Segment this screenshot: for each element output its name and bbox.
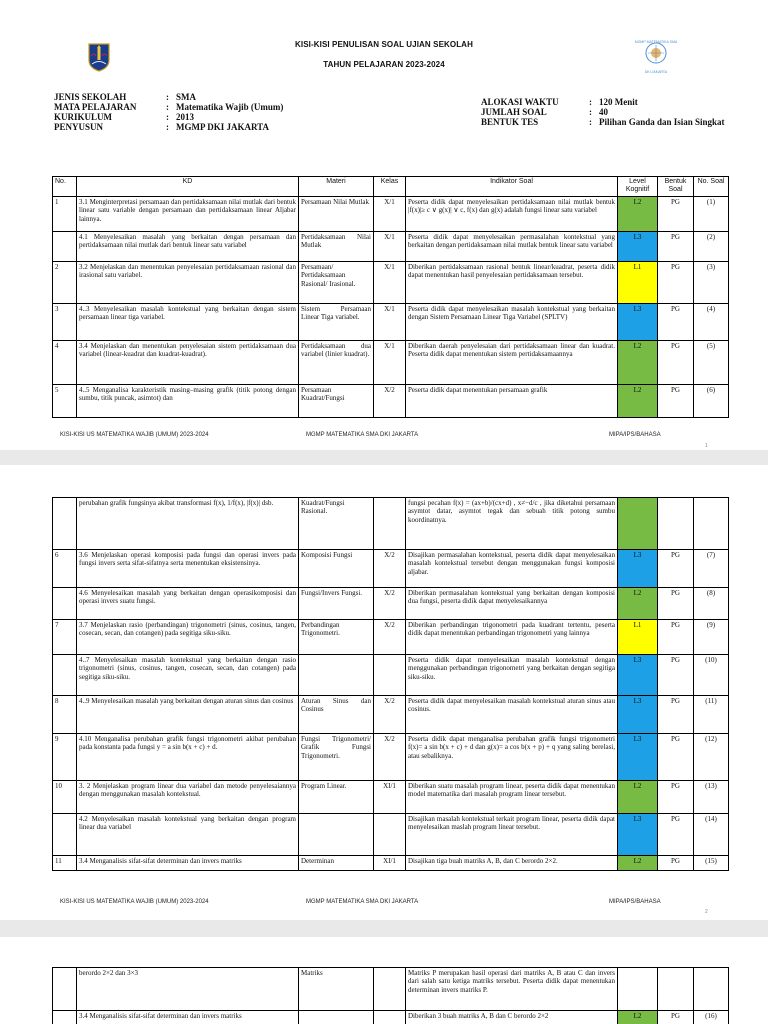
table-row (53, 304, 729, 341)
bentuk-cell: PG (658, 620, 694, 655)
kelas-cell: X/2 (374, 734, 406, 781)
table-row (53, 968, 729, 1011)
footer-center: MGMP MATEMATIKA SMA DKI JAKARTA (306, 432, 419, 438)
level-cell (618, 968, 658, 1011)
table-row (53, 781, 729, 814)
indikator-cell: Disajikan tiga buah matriks A, B, dan C berordo 2×2. (406, 856, 618, 871)
indikator-cell: Diberikan permasalahan kontekstual yang berkaitan dengan komposisi dua fungsi, peserta didik dapat menyelesaikannya (406, 588, 618, 620)
kd-cell: 3.6 Menjelaskan operasi komposisi pada fungsi dan operasi invers pada fungsi invers serta sifat-sifatnya serta menentukan eksistensinya. (77, 550, 299, 588)
indikator-cell: Peserta didik dapat menyelesaikan permasalahan kontekstual yang berkaitan dengan pertidaksamaan nilai mutlak bentuk linear satu variabel (406, 232, 618, 262)
footer-center-p2: MGMP MATEMATIKA SMA DKI JAKARTA (306, 899, 419, 905)
bentuk-cell: PG (658, 696, 694, 734)
level-cell: L2 (618, 385, 658, 418)
bentuk-cell: PG (658, 385, 694, 418)
info-row-question-count: JUMLAH SOAL : 40 (481, 107, 608, 117)
nosoal-cell: (11) (694, 696, 729, 734)
row-number: 8 (53, 696, 77, 734)
row-number: 7 (53, 620, 77, 655)
kelas-cell: XI/1 (374, 781, 406, 814)
kelas-cell: X/1 (374, 262, 406, 304)
level-cell: L2 (618, 1011, 658, 1024)
kelas-cell: X/2 (374, 696, 406, 734)
document-page-2 (0, 465, 768, 920)
level-cell: L2 (618, 341, 658, 385)
materi-cell: Kuadrat/Fungsi Rasional. (299, 498, 374, 550)
bentuk-cell (658, 498, 694, 550)
row-number: 2 (53, 262, 77, 304)
kd-cell: perubahan grafik fungsinya akibat transformasi f(x), 1/f(x), |f(x)| dsb. (77, 498, 299, 550)
row-number (53, 498, 77, 550)
column-header-no: No. (53, 177, 77, 197)
materi-cell (299, 655, 374, 696)
table-row (53, 734, 729, 781)
nosoal-cell: (14) (694, 814, 729, 856)
kisi-table-page-1 (52, 176, 729, 418)
document-page-1 (0, 0, 768, 450)
bentuk-cell: PG (658, 550, 694, 588)
materi-cell: Pertidaksamaan dua variabel (linier kuadrat). (299, 341, 374, 385)
kd-cell: 4.1 Menyelesaikan masalah yang berkaitan dengan persamaan dan pertidaksamaan nilai mutlak dari bentuk linear satu variabel (77, 232, 299, 262)
kelas-cell: X/1 (374, 197, 406, 232)
column-header-kelas: Kelas (374, 177, 406, 197)
info-row-author: PENYUSUN : MGMP DKI JAKARTA (54, 122, 270, 132)
indikator-cell: Peserta didik dapat menyelesaikan pertidaksamaan nilai mutlak bentuk |f(x)|≥ c ∨ g(x)| ∨ c, f(x) dan g(x) adalah fungsi linear satu variabel (406, 197, 618, 232)
kelas-cell: X/2 (374, 588, 406, 620)
nosoal-cell: (15) (694, 856, 729, 871)
nosoal-cell: (4) (694, 304, 729, 341)
row-number: 1 (53, 197, 77, 232)
kd-cell: 3.4 Menjelaskan dan menentukan penyelesaian sistem pertidaksamaan dua variabel (linear-kuadrat dan kuadrat-kuadrat). (77, 341, 299, 385)
materi-cell: Komposisi Fungsi (299, 550, 374, 588)
bentuk-cell: PG (658, 304, 694, 341)
materi-cell: Determinan (299, 856, 374, 871)
materi-cell: Aturan Sinus dan Cosinus (299, 696, 374, 734)
kelas-cell (374, 814, 406, 856)
nosoal-cell (694, 498, 729, 550)
kd-cell: 3.4 Menganalisis sifat-sifat determinan dan invers matriks (77, 1011, 299, 1024)
table-row (53, 814, 729, 856)
kelas-cell (374, 1011, 406, 1024)
kd-cell: berordo 2×2 dan 3×3 (77, 968, 299, 1011)
kelas-cell: X/1 (374, 304, 406, 341)
row-number (53, 968, 77, 1011)
page-number-2: 2 (705, 909, 708, 915)
level-cell: L3 (618, 696, 658, 734)
info-row-test-form: BENTUK TES : Pilihan Ganda dan Isian Singkat (481, 117, 725, 127)
table-row (53, 341, 729, 385)
kd-cell: 4.10 Menganalisa perubahan grafik fungsi trigonometri akibat perubahan pada konstanta pada fungsi y = a sin b(x + c) + d. (77, 734, 299, 781)
indikator-cell: fungsi pecahan f(x) = (ax+b)/(cx+d) , x≠−d/c , jika diketahui persamaan asymtot datar, asymtot tegak dan sebuah titik potong sumbu koordinatnya. (406, 498, 618, 550)
nosoal-cell: (10) (694, 655, 729, 696)
materi-cell: Persamaan Nilai Mutlak (299, 197, 374, 232)
kd-cell: 3.7 Menjelaskan rasio (perbandingan) trigonometri (sinus, cosinus, tangen, cosecan, secan, dan cotangen) pada segitiga siku-siku. (77, 620, 299, 655)
footer-left-p2: KISI-KISI US MATEMATIKA WAJIB (UMUM) 2023-2024 (60, 899, 209, 905)
materi-cell: Persamaan Kuadrat/Fungsi (299, 385, 374, 418)
indikator-cell: Diberikan perbandingan trigonometri pada kuadrant tertentu, peserta didik dapat menentukan perbandingan trigonometri yang lainnya (406, 620, 618, 655)
bentuk-cell (658, 968, 694, 1011)
indikator-cell: Peserta didik dapat menentukan persamaan grafik (406, 385, 618, 418)
kd-cell: 4.2 Menyelesaikan masalah kontekstual yang berkaitan dengan program linear dua variabel (77, 814, 299, 856)
materi-cell: Matriks (299, 968, 374, 1011)
row-number: 10 (53, 781, 77, 814)
kelas-cell: X/2 (374, 620, 406, 655)
bentuk-cell: PG (658, 588, 694, 620)
nosoal-cell: (12) (694, 734, 729, 781)
kd-cell: 4.6 Menyelesaikan masalah yang berkaitan dengan operasikomposisi dan operasi invers suatu fungsi. (77, 588, 299, 620)
nosoal-cell: (8) (694, 588, 729, 620)
info-block-right (481, 97, 725, 127)
table-row (53, 655, 729, 696)
footer-left: KISI-KISI US MATEMATIKA WAJIB (UMUM) 2023-2024 (60, 432, 209, 438)
row-number: 6 (53, 550, 77, 588)
bentuk-cell: PG (658, 232, 694, 262)
bentuk-cell: PG (658, 197, 694, 232)
column-header-materi: Materi (299, 177, 374, 197)
indikator-cell: Matriks P merupakan hasil operasi dari matriks A, B atau C dan invers dari salah satu ketiga matriks tersebut. Peserta didik dapat menentukan determinan invers matriks P. (406, 968, 618, 1011)
mgmp-logo-text-top: MGMP MATEMATIKA SMA (634, 40, 678, 44)
indikator-cell: Diberikan 3 buah matriks A, B dan C berordo 2×2 (406, 1011, 618, 1024)
indikator-cell: Peserta didik dapat menyelesaikan masalah kontekstual yang berkaitan dengan Sistem Persamaan Linear Tiga Variabel (SPLTV) (406, 304, 618, 341)
row-number (53, 655, 77, 696)
table-row (53, 1011, 729, 1024)
kelas-cell: X/1 (374, 341, 406, 385)
nosoal-cell: (13) (694, 781, 729, 814)
table-row (53, 232, 729, 262)
level-cell: L2 (618, 856, 658, 871)
kd-cell: 4..7 Menyelesaikan masalah kontekstual yang berkaitan dengan rasio trigonometri (sinus, cosinus, tangen, cosecan, secan, dan cotangen) pada segitiga siku-siku. (77, 655, 299, 696)
level-cell: L3 (618, 550, 658, 588)
level-cell: L3 (618, 734, 658, 781)
info-row-time: ALOKASI WAKTU : 120 Menit (481, 97, 638, 107)
indikator-cell: Diberikan daerah penyelesaian dari pertidaksamaan linear dan kuadrat. Peserta didik dapat menentukan sistem pertidaksamaannya (406, 341, 618, 385)
mgmp-logo-icon (638, 40, 674, 74)
materi-cell: Program Linear. (299, 781, 374, 814)
nosoal-cell: (7) (694, 550, 729, 588)
kelas-cell (374, 498, 406, 550)
table-row (53, 588, 729, 620)
bentuk-cell: PG (658, 1011, 694, 1024)
row-number (53, 588, 77, 620)
info-row-school: JENIS SEKOLAH : SMA (54, 92, 196, 102)
kelas-cell: X/2 (374, 385, 406, 418)
kelas-cell (374, 655, 406, 696)
column-header-nosoal: No. Soal (694, 177, 729, 197)
table-row (53, 620, 729, 655)
materi-cell (299, 814, 374, 856)
nosoal-cell: (2) (694, 232, 729, 262)
bentuk-cell: PG (658, 262, 694, 304)
footer-right-p2: MIPA/IPS/BAHASA (609, 899, 661, 905)
info-row-subject: MATA PELAJARAN : Matematika Wajib (Umum) (54, 102, 284, 112)
kd-cell: 4..5 Menganalisa karakteristik masing–masing grafik (titik potong dengan sumbu, titik puncak, asimtot) dan (77, 385, 299, 418)
row-number: 3 (53, 304, 77, 341)
row-number: 4 (53, 341, 77, 385)
materi-cell: Sistem Persamaan Linear Tiga variabel. (299, 304, 374, 341)
page-number-1: 1 (705, 443, 708, 449)
materi-cell: Persamaan/ Pertidaksamaan Rasional/ Irasional. (299, 262, 374, 304)
table-row (53, 197, 729, 232)
footer-right: MIPA/IPS/BAHASA (609, 432, 661, 438)
materi-cell: Perbandingan Trigonometri. (299, 620, 374, 655)
document-title: KISI-KISI PENULISAN SOAL UJIAN SEKOLAH (295, 40, 473, 49)
level-cell: L1 (618, 262, 658, 304)
materi-cell: Fungsi Trigonometri/ Grafik Fungsi Trigonometri. (299, 734, 374, 781)
kisi-table-page-2 (52, 497, 729, 871)
row-number: 11 (53, 856, 77, 871)
level-cell: L3 (618, 304, 658, 341)
row-number (53, 814, 77, 856)
nosoal-cell: (1) (694, 197, 729, 232)
level-cell: L2 (618, 197, 658, 232)
level-cell (618, 498, 658, 550)
bentuk-cell: PG (658, 814, 694, 856)
bentuk-cell: PG (658, 655, 694, 696)
info-row-curriculum: KURIKULUM : 2013 (54, 112, 194, 122)
nosoal-cell: (16) (694, 1011, 729, 1024)
nosoal-cell: (9) (694, 620, 729, 655)
table-row (53, 856, 729, 871)
nosoal-cell: (5) (694, 341, 729, 385)
level-cell: L2 (618, 588, 658, 620)
indikator-cell: Diberikan suatu masalah program linear, peserta didik dapat menentukan model matematika dari masalah program linear tersebut. (406, 781, 618, 814)
materi-cell: Pertidaksamaan Nilai Mutlak (299, 232, 374, 262)
level-cell: L3 (618, 655, 658, 696)
nosoal-cell: (3) (694, 262, 729, 304)
kelas-cell (374, 968, 406, 1011)
table-row (53, 498, 729, 550)
row-number (53, 1011, 77, 1024)
nosoal-cell: (6) (694, 385, 729, 418)
table-row (53, 696, 729, 734)
column-header-kd: KD (77, 177, 299, 197)
bentuk-cell: PG (658, 341, 694, 385)
indikator-cell: Disajikan permasalahan kontekstual, peserta didik dapat menyelesaikan masalah kontekstual tersebut dengan menggunakan fungsi komposisi aljabar. (406, 550, 618, 588)
table-header-row (53, 177, 729, 197)
materi-cell (299, 1011, 374, 1024)
kd-cell: 3.2 Menjelaskan dan menentukan penyelesaian pertidaksamaan rasional dan irasional satu variabel. (77, 262, 299, 304)
kd-cell: 4..3 Menyelesaikan masalah kontekstual yang berkaitan dengan sistem persamaan linear tiga variabel. (77, 304, 299, 341)
indikator-cell: Diberikan pertidaksamaan rasional bentuk linear/kuadrat, peserta didik dapat menentukan hasil penyelesaian pertidaksamaan tersebut. (406, 262, 618, 304)
kelas-cell: X/1 (374, 232, 406, 262)
nosoal-cell (694, 968, 729, 1011)
kelas-cell: X/2 (374, 550, 406, 588)
indikator-cell: Peserta didik dapat menganalisa perubahan grafik fungsi trigonometri f(x)= a sin b(x + c) + d dan g(x)= a cos b(x + p) + q yang saling berelasi, atau sebaliknya. (406, 734, 618, 781)
bentuk-cell: PG (658, 734, 694, 781)
kd-cell: 3. 2 Menjelaskan program linear dua variabel dan metode penyelesaiannya dengan menggunakan masalah kontekstual. (77, 781, 299, 814)
level-cell: L1 (618, 620, 658, 655)
indikator-cell: Peserta didik dapat menyelesaikan masalah kontekstual aturan sinus atau cosinus. (406, 696, 618, 734)
bentuk-cell: PG (658, 781, 694, 814)
table-row (53, 550, 729, 588)
bentuk-cell: PG (658, 856, 694, 871)
document-page-3 (0, 937, 768, 1024)
row-number: 5 (53, 385, 77, 418)
info-block-left (54, 92, 283, 132)
level-cell: L3 (618, 814, 658, 856)
kelas-cell: XI/1 (374, 856, 406, 871)
mgmp-logo-text-bottom: DKI JAKARTA (644, 70, 668, 74)
column-header-level: Level Kognitif (618, 177, 658, 197)
row-number (53, 232, 77, 262)
academic-year-title: TAHUN PELAJARAN 2023-2024 (323, 60, 445, 69)
kisi-table-page-3 (52, 967, 729, 1024)
indikator-cell: Disajikan masalah kontekstual terkait program linear, peserta didik dapat menyelesaikan maslah program linear tersebut. (406, 814, 618, 856)
level-cell: L2 (618, 781, 658, 814)
kd-cell: 4..9 Menyelesaikan masalah yang berkaitan dengan aturan sinus dan cosinus (77, 696, 299, 734)
indikator-cell: Peserta didik dapat menyelesaikan masalah kontekstual dengan menggunakan perbandingan trigonometri yang berkaitan dengan segitiga siku-siku. (406, 655, 618, 696)
column-header-bentuk: Bentuk Soal (658, 177, 694, 197)
materi-cell: Fungsi/Invers Fungsi. (299, 588, 374, 620)
kd-cell: 3.4 Menganalisis sifat-sifat determinan dan invers matriks (77, 856, 299, 871)
level-cell: L3 (618, 232, 658, 262)
kd-cell: 3.1 Menginterpretasi persamaan dan pertidaksamaan nilai mutlak dari bentuk linear satu variable dengan persamaan dan pertidaksamaan linear Aljabar lainnya. (77, 197, 299, 232)
table-row (53, 262, 729, 304)
column-header-indikator: Indikator Soal (406, 177, 618, 197)
row-number: 9 (53, 734, 77, 781)
table-row (53, 385, 729, 418)
